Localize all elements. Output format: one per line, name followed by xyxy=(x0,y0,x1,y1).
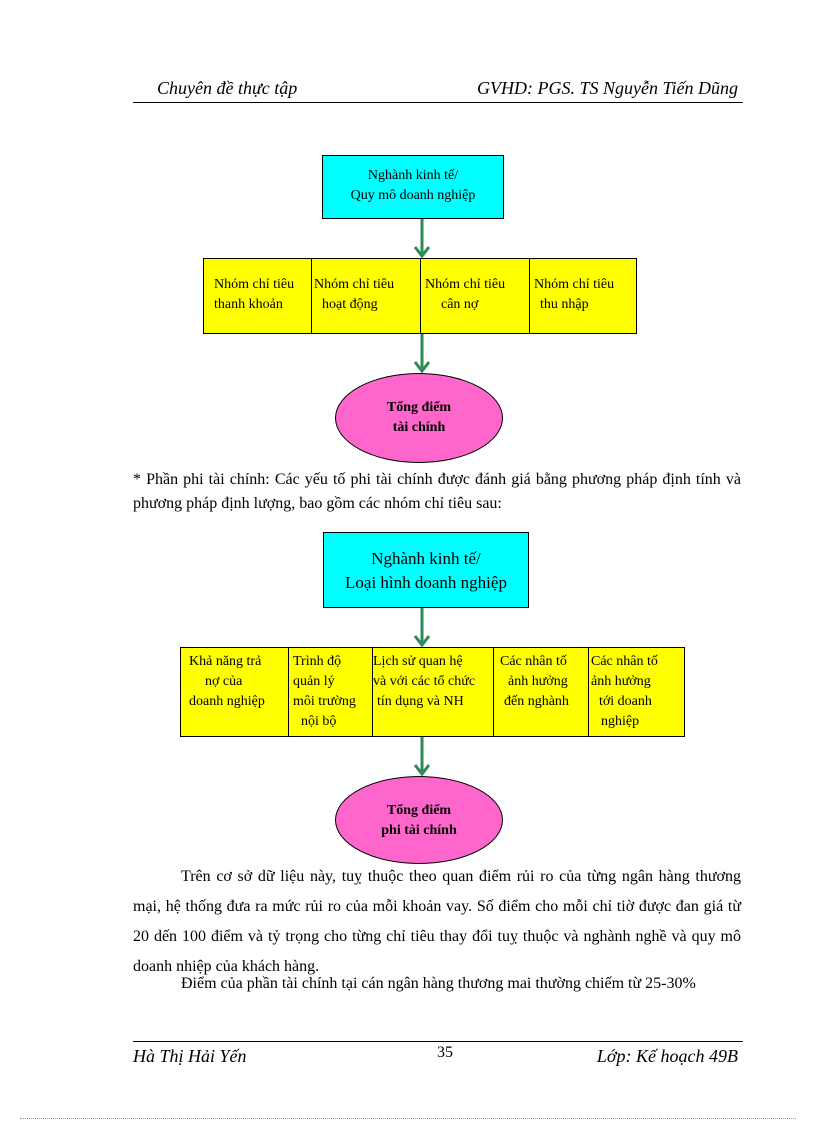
group-line: nội bộ xyxy=(301,714,337,729)
diagram1-groups-row xyxy=(203,258,637,334)
group-line: và với các tổ chức xyxy=(373,674,476,689)
group-line: tín dụng và NH xyxy=(377,694,464,709)
group-line: Khả năng trả xyxy=(189,654,262,669)
group-line: hoạt động xyxy=(322,297,378,312)
group-line: thanh khoản xyxy=(214,297,283,312)
footer-author: Hà Thị Hải Yến xyxy=(133,1046,247,1066)
group-line: quản lý xyxy=(293,674,335,689)
page-edge-divider xyxy=(20,1118,796,1119)
diagram1-group-activity xyxy=(312,259,421,333)
diagram2-group-repayment xyxy=(181,648,289,736)
header-rule xyxy=(133,102,743,103)
diagram1-arrow-2 xyxy=(412,334,432,374)
group-line: thu nhập xyxy=(540,297,589,312)
diagram2-arrow-2 xyxy=(412,737,432,777)
group-line: Nhóm chỉ tiêu xyxy=(214,277,295,292)
group-line: Trình độ xyxy=(293,654,342,669)
group-line: tới doanh xyxy=(599,694,652,709)
diagram1-group-income xyxy=(530,259,636,333)
group-line: Các nhân tố xyxy=(591,654,658,669)
diagram1-top-box xyxy=(322,155,504,219)
group-line: đến nghành xyxy=(504,694,569,709)
diagram2-result-line2: phi tài chính xyxy=(381,823,457,838)
paragraph-body-1: Trên cơ sở dữ liệu này, tuỵ thuộc theo quan điểm rủi ro của từng ngân hàng thương mại, hệ thống đưa ra mức rủi ro của mỗi khoản vay. Số điểm cho mỗi chỉ tiờ được đan giá từ 20 dến 100 điểm và tỷ trọng cho từng chỉ tiêu thay đổi tuỵ thuộc và nghành nghề và quy mô doanh nhiệp của khách hàng. xyxy=(133,868,741,975)
group-line: nghiệp xyxy=(601,714,640,729)
group-line: Các nhân tố xyxy=(500,654,567,669)
diagram1-group-liquidity xyxy=(204,259,312,333)
diagram2-top-box xyxy=(323,532,529,608)
group-line: Nhóm chỉ tiêu xyxy=(425,277,506,292)
diagram1-top-line2: Quy mô doanh nghiệp xyxy=(350,188,476,203)
diagram1-group-leverage xyxy=(421,259,530,333)
diagram1-top-line1: Nghành kinh tế/ xyxy=(367,168,459,183)
group-line: cân nợ xyxy=(441,297,479,312)
diagram1-arrow-1 xyxy=(412,219,432,259)
diagram2-group-enterprise-factors xyxy=(589,648,684,736)
diagram2-result-line1: Tổng điểm xyxy=(386,803,452,818)
group-line: nợ của xyxy=(205,674,243,689)
paragraph-body-2: Điểm của phần tài chính tại cán ngân hàng thương mai thường chiếm từ 25-30% xyxy=(181,975,696,992)
diagram2-groups-row xyxy=(180,647,685,737)
group-line: doanh nghiệp xyxy=(189,694,265,709)
diagram2-arrow-1 xyxy=(412,608,432,648)
diagram2-group-management xyxy=(289,648,373,736)
diagram2-result-ellipse xyxy=(335,776,503,864)
group-line: môi trường xyxy=(293,694,356,709)
group-line: ảnh hưởng xyxy=(591,674,651,689)
paragraph-nonfinancial: * Phần phi tài chính: Các yếu tố phi tài chính được đánh giá bằng phương pháp định tính và phương pháp định lượng, bao gồm các nhóm chỉ tiêu sau: xyxy=(133,471,741,512)
diagram1-result-ellipse xyxy=(335,373,503,463)
header-supervisor: GVHD: PGS. TS Nguyễn Tiến Dũng xyxy=(477,78,738,98)
diagram2-group-credit-history xyxy=(373,648,494,736)
group-line: ảnh hưởng xyxy=(508,674,568,689)
page-number: 35 xyxy=(437,1044,453,1061)
group-line: Nhóm chỉ tiêu xyxy=(534,277,615,292)
diagram2-top-line2: Loại hình doanh nghiệp xyxy=(345,573,507,592)
header-title: Chuyên đề thực tập xyxy=(157,78,298,98)
diagram1-result-line1: Tổng điểm xyxy=(386,400,452,415)
footer-rule xyxy=(133,1041,743,1042)
diagram2-group-industry-factors xyxy=(494,648,589,736)
diagram2-top-line1: Nghành kinh tế/ xyxy=(371,549,481,568)
group-line: Nhóm chỉ tiêu xyxy=(314,277,395,292)
group-line: Lịch sử quan hệ xyxy=(373,654,463,669)
footer-class: Lớp: Kế hoạch 49B xyxy=(596,1046,738,1066)
diagram1-result-line2: tài chính xyxy=(392,420,446,435)
